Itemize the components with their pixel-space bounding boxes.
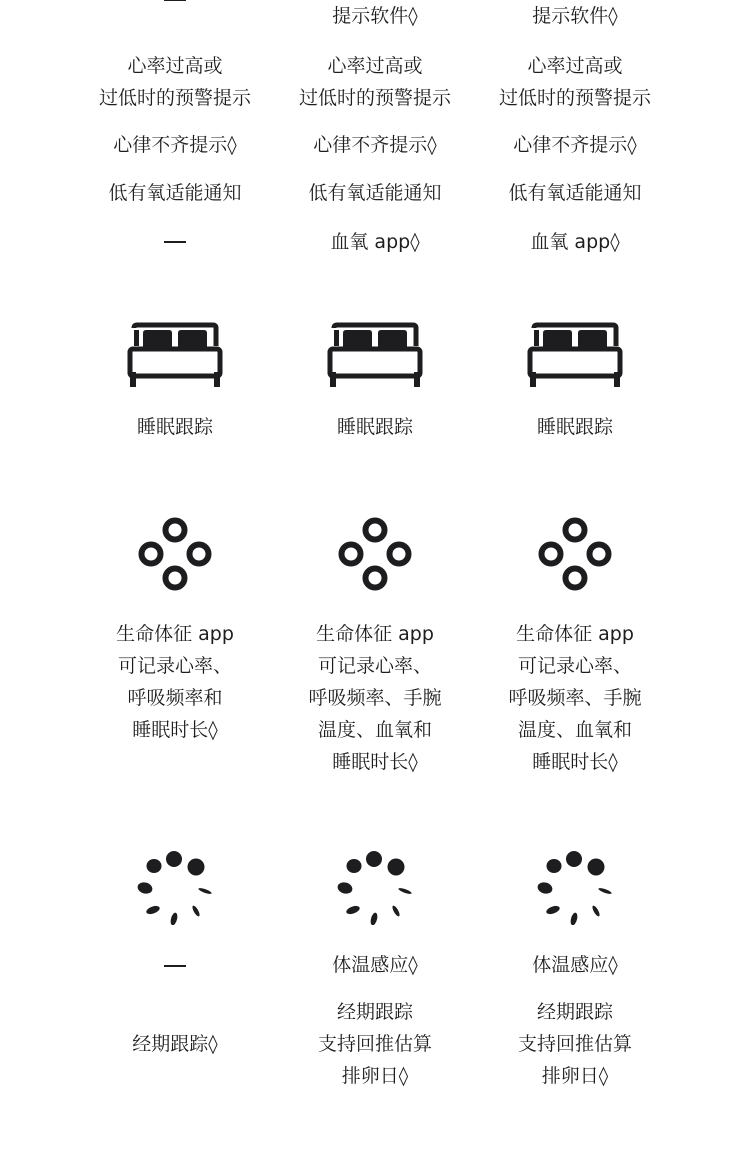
sleep-tracking-label: 睡眠跟踪 [136, 416, 213, 438]
vitals-line-2: 可记录心率、 [317, 655, 432, 677]
bed-icon [325, 320, 425, 400]
top-row-text: 提示软件◊ [532, 5, 618, 27]
cycle-tracking-line-1: 经期跟踪 [336, 1001, 413, 1023]
heart-rate-alert-line-1: 心率过高或 [527, 55, 623, 77]
rhythm-alert: 心律不齐提示◊ [313, 134, 437, 156]
bed-icon [525, 320, 625, 400]
cycle-tracking-line-1: 经期跟踪 [536, 1001, 613, 1023]
cycle-tracking-icon [125, 845, 225, 925]
vitals-line-1: 生命体征 app [516, 623, 634, 645]
vitals-line-1: 生命体征 app [316, 623, 434, 645]
vitals-line-4: 温度、血氧和 [517, 719, 632, 741]
vitals-line-4: 温度、血氧和 [317, 719, 432, 741]
heart-rate-alert-line-1: 心率过高或 [127, 55, 223, 77]
bed-icon [125, 320, 225, 400]
cycle-tracking-line-2: 支持回推估算 [517, 1033, 632, 1055]
vitals-line-5: 睡眠时长◊ [332, 751, 418, 773]
heart-rate-alert-line-2: 过低时的预警提示 [498, 87, 651, 109]
cycle-tracking-line-1: 经期跟踪◊ [132, 1033, 218, 1055]
sleep-tracking-label: 睡眠跟踪 [536, 416, 613, 438]
cardio-fitness-notice: 低有氧适能通知 [108, 182, 242, 204]
cycle-tracking-line-3: 排卵日◊ [541, 1065, 609, 1087]
vitals-line-3: 呼吸频率和 [127, 687, 223, 709]
blood-oxygen-app: 血氧 app◊ [330, 231, 420, 253]
top-row-text: 提示软件◊ [332, 5, 418, 27]
blood-oxygen-app: 血氧 app◊ [530, 231, 620, 253]
vitals-line-5: 睡眠时长◊ [532, 751, 618, 773]
cycle-tracking-icon [325, 845, 425, 925]
comparison-column-3 [450, 0, 700, 1156]
top-row-dash [164, 0, 186, 1]
rhythm-alert: 心律不齐提示◊ [113, 134, 237, 156]
vitals-line-4: 睡眠时长◊ [132, 719, 218, 741]
rhythm-alert: 心律不齐提示◊ [513, 134, 637, 156]
sleep-tracking-label: 睡眠跟踪 [336, 416, 413, 438]
heart-rate-alert-line-2: 过低时的预警提示 [298, 87, 451, 109]
vitals-icon [525, 514, 625, 594]
temperature-sensing-dash [164, 965, 186, 967]
temperature-sensing: 体温感应◊ [332, 954, 418, 976]
vitals-line-2: 可记录心率、 [517, 655, 632, 677]
vitals-line-3: 呼吸频率、手腕 [308, 687, 442, 709]
vitals-line-3: 呼吸频率、手腕 [508, 687, 642, 709]
vitals-line-2: 可记录心率、 [117, 655, 232, 677]
vitals-line-1: 生命体征 app [116, 623, 234, 645]
cardio-fitness-notice: 低有氧适能通知 [308, 182, 442, 204]
cycle-tracking-line-3: 排卵日◊ [341, 1065, 409, 1087]
temperature-sensing: 体温感应◊ [532, 954, 618, 976]
vitals-icon [325, 514, 425, 594]
blood-oxygen-dash [164, 241, 186, 243]
cardio-fitness-notice: 低有氧适能通知 [508, 182, 642, 204]
heart-rate-alert-line-2: 过低时的预警提示 [98, 87, 251, 109]
vitals-icon [125, 514, 225, 594]
heart-rate-alert-line-1: 心率过高或 [327, 55, 423, 77]
cycle-tracking-icon [525, 845, 625, 925]
cycle-tracking-line-2: 支持回推估算 [317, 1033, 432, 1055]
